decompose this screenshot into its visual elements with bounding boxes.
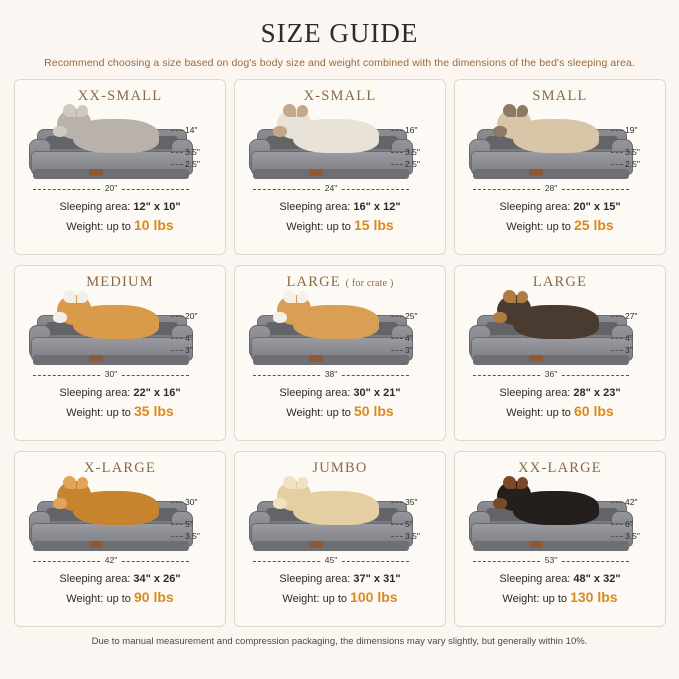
dog-ear-right	[297, 477, 308, 489]
sleeping-area-label: Sleeping area:	[59, 387, 134, 399]
weight-line	[502, 588, 617, 608]
weight-line	[66, 216, 173, 236]
dimension-heights	[391, 497, 435, 553]
dimension-width	[33, 183, 189, 193]
bed-illustration	[21, 293, 219, 383]
bed-illustration	[241, 107, 439, 197]
size-card	[454, 79, 666, 255]
weight-upto: up to	[106, 592, 134, 605]
size-card-title	[312, 460, 367, 477]
sleeping-area-value: 16" x 12"	[353, 201, 401, 213]
size-card-title	[286, 274, 393, 291]
sleeping-area-line	[279, 385, 400, 402]
sleeping-area-value: 37" x 31"	[353, 573, 401, 585]
dog-illustration	[497, 479, 609, 525]
height-3: 3.5"	[625, 531, 640, 541]
size-card-title	[532, 88, 587, 105]
weight-upto: up to	[106, 406, 134, 419]
height-3: 3.5"	[405, 531, 420, 541]
size-name: XX-LARGE	[518, 460, 602, 476]
size-card	[14, 79, 226, 255]
height-2: 3.5"	[625, 147, 640, 157]
weight-value: 50 lbs	[353, 402, 394, 419]
weight-upto: up to	[546, 406, 574, 419]
brand-tag	[529, 169, 543, 176]
page-title: SIZE GUIDE	[260, 18, 419, 48]
dog-bed-graphic	[31, 315, 191, 369]
weight-value: 130 lbs	[570, 588, 618, 605]
size-name: XX-SMALL	[77, 88, 163, 104]
dog-bed-graphic	[471, 315, 631, 369]
height-2: 4"	[405, 333, 413, 343]
weight-value: 100 lbs	[350, 588, 398, 605]
weight-value: 60 lbs	[573, 402, 614, 419]
dog-ear-right	[517, 477, 528, 489]
height-1: 19"	[625, 125, 638, 135]
bed-base	[473, 541, 629, 551]
weight-label: Weight:	[66, 406, 107, 419]
size-card	[234, 265, 446, 441]
size-card-title	[84, 460, 156, 477]
bed-base	[33, 169, 189, 179]
dog-illustration	[57, 479, 169, 525]
bed-base	[473, 169, 629, 179]
dimension-width	[253, 369, 409, 379]
height-1: 42"	[625, 497, 638, 507]
dog-bed-graphic	[251, 129, 411, 183]
width-value: 36"	[542, 369, 560, 379]
dog-bed-graphic	[251, 501, 411, 555]
sleeping-area-label: Sleeping area:	[499, 201, 574, 213]
height-3: 3"	[185, 345, 193, 355]
sleeping-area-label: Sleeping area:	[279, 573, 354, 585]
brand-tag	[89, 355, 103, 362]
sleeping-area-line	[279, 199, 400, 216]
weight-upto: up to	[326, 406, 354, 419]
brand-tag	[309, 541, 323, 548]
dimension-heights	[611, 497, 655, 553]
height-3: 3"	[405, 345, 413, 355]
dog-ear-left	[283, 290, 296, 303]
sleeping-area-value: 22" x 16"	[133, 387, 181, 399]
size-name: SMALL	[532, 88, 588, 104]
sleeping-area-value: 30" x 21"	[353, 387, 401, 399]
width-value: 30"	[102, 369, 120, 379]
sleeping-area-line	[499, 571, 620, 588]
dog-snout	[53, 498, 67, 509]
sleeping-area-line	[499, 385, 620, 402]
dimension-width	[473, 555, 629, 565]
bed-base	[473, 355, 629, 365]
sleeping-area-value: 34" x 26"	[133, 573, 181, 585]
weight-label: Weight:	[502, 592, 543, 605]
weight-label: Weight:	[66, 220, 107, 233]
dog-bed-graphic	[31, 129, 191, 183]
weight-upto: up to	[542, 592, 571, 605]
size-name: LARGE	[532, 274, 588, 290]
dog-illustration	[497, 293, 609, 339]
dog-snout	[493, 126, 507, 137]
weight-line	[506, 402, 613, 422]
height-3: 3.5"	[185, 531, 200, 541]
brand-tag	[89, 541, 103, 548]
width-value: 45"	[322, 555, 340, 565]
weight-upto: up to	[326, 220, 354, 233]
footer-note: Due to manual measurement and compression packaging, the dimensions may vary slightly, but generally within 10%.	[91, 636, 588, 647]
dimension-heights	[391, 125, 435, 181]
dog-ear-right	[77, 291, 88, 303]
height-1: 16"	[405, 125, 418, 135]
bed-illustration	[21, 107, 219, 197]
sleeping-area-label: Sleeping area:	[499, 573, 574, 585]
sleeping-area-line	[59, 571, 180, 588]
dimension-heights	[611, 125, 655, 181]
size-name: X-LARGE	[83, 460, 157, 476]
weight-line	[506, 216, 613, 236]
sleeping-area-line	[59, 199, 180, 216]
sleeping-area-label: Sleeping area:	[279, 387, 354, 399]
height-2: 4"	[625, 333, 633, 343]
dog-illustration	[57, 107, 169, 153]
dog-ear-left	[63, 290, 76, 303]
height-2: 5"	[185, 519, 193, 529]
height-2: 4"	[185, 333, 193, 343]
sleeping-area-line	[59, 385, 180, 402]
weight-line	[286, 402, 393, 422]
brand-tag	[529, 541, 543, 548]
dog-illustration	[277, 479, 389, 525]
weight-value: 25 lbs	[573, 216, 614, 233]
weight-label: Weight:	[286, 406, 327, 419]
brand-tag	[309, 169, 323, 176]
width-value: 53"	[542, 555, 560, 565]
height-1: 35"	[405, 497, 418, 507]
bed-illustration	[461, 479, 659, 569]
brand-tag	[89, 169, 103, 176]
dog-bed-graphic	[31, 501, 191, 555]
dog-snout	[53, 312, 67, 323]
size-card-grid	[14, 79, 665, 627]
brand-tag	[309, 355, 323, 362]
size-card	[454, 451, 666, 627]
dog-ear-right	[77, 477, 88, 489]
height-3: 2.5"	[405, 159, 420, 169]
size-card-title	[518, 460, 602, 477]
width-value: 42"	[102, 555, 120, 565]
bed-base	[253, 541, 409, 551]
dog-ear-right	[297, 291, 308, 303]
sleeping-area-label: Sleeping area:	[59, 573, 134, 585]
dog-ear-right	[517, 291, 528, 303]
height-1: 20"	[185, 311, 198, 321]
dimension-width	[473, 183, 629, 193]
dog-snout	[273, 312, 287, 323]
weight-value: 10 lbs	[133, 216, 174, 233]
size-card-title	[304, 88, 377, 105]
sleeping-area-label: Sleeping area:	[279, 201, 354, 213]
dimension-width	[33, 369, 189, 379]
dimension-heights	[171, 125, 215, 181]
dog-illustration	[277, 293, 389, 339]
weight-label: Weight:	[506, 220, 547, 233]
weight-label: Weight:	[282, 592, 323, 605]
height-1: 30"	[185, 497, 198, 507]
dog-bed-graphic	[471, 129, 631, 183]
size-card	[234, 79, 446, 255]
dog-illustration	[277, 107, 389, 153]
bed-illustration	[461, 293, 659, 383]
dimension-width	[253, 555, 409, 565]
dog-ear-left	[283, 476, 296, 489]
dimension-heights	[611, 311, 655, 367]
dog-snout	[493, 498, 507, 509]
dimension-width	[473, 369, 629, 379]
size-card-title	[78, 88, 163, 105]
sleeping-area-value: 20" x 15"	[573, 201, 621, 213]
size-card	[454, 265, 666, 441]
weight-label: Weight:	[66, 592, 107, 605]
height-1: 25"	[405, 311, 418, 321]
bed-illustration	[241, 293, 439, 383]
weight-line	[282, 588, 397, 608]
size-card	[14, 265, 226, 441]
dog-snout	[273, 126, 287, 137]
weight-value: 35 lbs	[133, 402, 174, 419]
height-2: 3.5"	[405, 147, 420, 157]
dimension-heights	[171, 497, 215, 553]
size-name: JUMBO	[312, 460, 368, 476]
dimension-heights	[391, 311, 435, 367]
dog-ear-right	[77, 105, 88, 117]
height-3: 3"	[625, 345, 633, 355]
page-subtitle: Recommend choosing a size based on dog's body size and weight combined with the dimensions of the bed's sleeping area.	[44, 57, 635, 69]
weight-line	[286, 216, 393, 236]
dog-snout	[273, 498, 287, 509]
size-card-title	[533, 274, 587, 291]
weight-line	[66, 402, 173, 422]
dog-illustration	[497, 107, 609, 153]
size-card	[234, 451, 446, 627]
dog-ear-left	[503, 476, 516, 489]
sleeping-area-line	[279, 571, 400, 588]
size-card	[14, 451, 226, 627]
weight-value: 90 lbs	[133, 588, 174, 605]
height-3: 2.5"	[625, 159, 640, 169]
dog-ear-right	[517, 105, 528, 117]
bed-illustration	[461, 107, 659, 197]
dog-ear-left	[503, 104, 516, 117]
dog-ear-left	[503, 290, 516, 303]
bed-base	[33, 541, 189, 551]
width-value: 20"	[102, 183, 120, 193]
weight-value: 15 lbs	[353, 216, 394, 233]
width-value: 28"	[542, 183, 560, 193]
dog-snout	[53, 126, 67, 137]
dog-ear-left	[63, 476, 76, 489]
height-2: 3.5"	[185, 147, 200, 157]
dog-ear-left	[63, 104, 76, 117]
height-2: 5"	[405, 519, 413, 529]
size-note: ( for crate )	[345, 278, 394, 289]
dog-ear-right	[297, 105, 308, 117]
height-3: 2.5"	[185, 159, 200, 169]
sleeping-area-value: 28" x 23"	[573, 387, 621, 399]
sleeping-area-value: 48" x 32"	[573, 573, 621, 585]
bed-illustration	[241, 479, 439, 569]
dog-illustration	[57, 293, 169, 339]
height-2: 6"	[625, 519, 633, 529]
height-1: 27"	[625, 311, 638, 321]
bed-base	[33, 355, 189, 365]
dog-snout	[493, 312, 507, 323]
sleeping-area-value: 12" x 10"	[133, 201, 181, 213]
dog-ear-left	[283, 104, 296, 117]
dog-bed-graphic	[251, 315, 411, 369]
brand-tag	[529, 355, 543, 362]
dimension-width	[33, 555, 189, 565]
weight-upto: up to	[546, 220, 574, 233]
size-name: MEDIUM	[86, 274, 154, 290]
width-value: 24"	[322, 183, 340, 193]
dimension-heights	[171, 311, 215, 367]
size-name: LARGE	[286, 274, 341, 290]
sleeping-area-label: Sleeping area:	[499, 387, 574, 399]
weight-label: Weight:	[286, 220, 327, 233]
bed-base	[253, 169, 409, 179]
dog-bed-graphic	[471, 501, 631, 555]
width-value: 38"	[322, 369, 340, 379]
dimension-width	[253, 183, 409, 193]
weight-line	[66, 588, 173, 608]
sleeping-area-label: Sleeping area:	[59, 201, 134, 213]
bed-base	[253, 355, 409, 365]
weight-label: Weight:	[506, 406, 547, 419]
height-1: 14"	[185, 125, 198, 135]
size-name: X-SMALL	[303, 88, 377, 104]
weight-upto: up to	[322, 592, 351, 605]
weight-upto: up to	[106, 220, 134, 233]
sleeping-area-line	[499, 199, 620, 216]
bed-illustration	[21, 479, 219, 569]
size-card-title	[86, 274, 154, 291]
